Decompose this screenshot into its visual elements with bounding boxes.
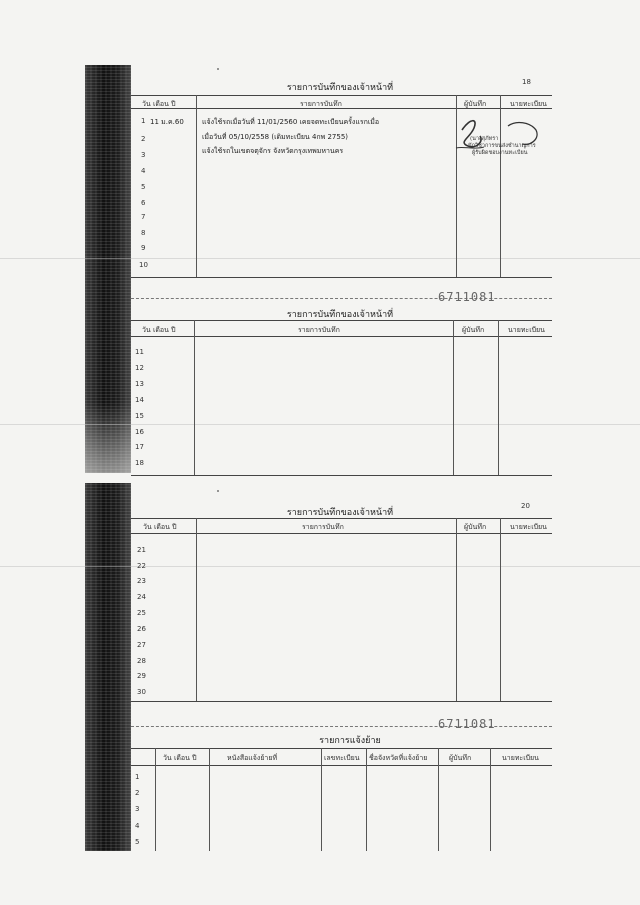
header-registrar: นายทะเบียน [502, 754, 539, 762]
section-title: รายการบันทึกของเจ้าหน้าที่ [286, 508, 394, 518]
scan-line [0, 258, 640, 259]
column-divider [498, 320, 499, 475]
row-number: 18 [135, 459, 144, 467]
row-number: 25 [137, 609, 146, 617]
section-title: รายการแจ้งย้าย [319, 736, 381, 746]
row-number: 6 [141, 199, 146, 207]
row-number: 14 [135, 396, 144, 404]
row-number: 13 [135, 380, 144, 388]
column-divider [366, 748, 367, 851]
section-title: รายการบันทึกของเจ้าหน้าที่ [286, 310, 394, 320]
row-number: 9 [141, 244, 146, 252]
header-recorder: ผู้บันทึก [462, 326, 485, 334]
column-divider [196, 95, 197, 277]
column-divider [453, 320, 454, 475]
row-number: 3 [135, 805, 140, 813]
stamp-text: นักวิชาการขนส่งชำนาญการ [468, 143, 536, 149]
header-registrar: นายทะเบียน [510, 523, 547, 531]
row-number: 27 [137, 641, 146, 649]
column-divider [209, 748, 210, 851]
scan-speck [217, 490, 219, 492]
header-reg-no: เลขทะเบียน [324, 754, 360, 762]
column-divider [321, 748, 322, 851]
serial-number: 6711081 [438, 290, 496, 304]
header-recorder: ผู้บันทึก [464, 523, 487, 531]
column-divider [438, 748, 439, 851]
scan-line [0, 424, 640, 425]
header-registrar: นายทะเบียน [508, 326, 545, 334]
scan-speck [217, 68, 219, 70]
header-date: วัน เดือน ปี [163, 754, 197, 762]
table-bottom-rule [131, 475, 552, 476]
row-number: 5 [135, 838, 140, 846]
header-recorder: ผู้บันทึก [449, 754, 472, 762]
header-date: วัน เดือน ปี [142, 326, 176, 334]
table-top-rule [131, 518, 552, 519]
row-number: 22 [137, 562, 146, 570]
row-number: 26 [137, 625, 146, 633]
header-record: รายการบันทึก [302, 523, 344, 531]
page-number: 20 [521, 502, 530, 510]
table-header-rule [131, 765, 552, 766]
table-header-rule [131, 533, 552, 534]
table-bottom-rule [131, 701, 552, 702]
scan-shadow-bar-bottom [85, 483, 131, 851]
row-number: 30 [137, 688, 146, 696]
row-number: 24 [137, 593, 146, 601]
row-number: 8 [141, 229, 146, 237]
page-number: 18 [522, 78, 531, 86]
row-number: 1 [141, 117, 146, 125]
header-date: วัน เดือน ปี [143, 523, 177, 531]
column-divider [196, 518, 197, 701]
header-province: ชื่อจังหวัดที่แจ้งย้าย [369, 754, 428, 762]
scan-line [0, 566, 640, 567]
header-date: วัน เดือน ปี [142, 100, 176, 108]
header-record: รายการบันทึก [298, 326, 340, 334]
row-number: 23 [137, 577, 146, 585]
row-number: 4 [135, 822, 140, 830]
row-number: 17 [135, 443, 144, 451]
row-number: 28 [137, 657, 146, 665]
header-notice: หนังสือแจ้งย้ายที่ [227, 754, 278, 762]
row-number: 7 [141, 213, 146, 221]
row-number: 12 [135, 364, 144, 372]
row-number: 29 [137, 672, 146, 680]
column-divider [490, 748, 491, 851]
table-bottom-rule [131, 277, 552, 278]
row-number: 2 [141, 135, 146, 143]
entry-date: 11 ม.ค.60 [150, 118, 184, 126]
serial-number: 6711081 [438, 717, 496, 731]
row-number: 5 [141, 183, 146, 191]
entry-line: แจ้งใช้รถเมื่อวันที่ 11/01/2560 เคยจดทะเบียนครั้งแรกเมื่อ [202, 118, 380, 126]
column-divider [456, 518, 457, 701]
stamp-text: (นางสุภัทรา [470, 136, 499, 142]
row-number: 4 [141, 167, 146, 175]
scan-shadow-bar-top [85, 65, 131, 473]
header-registrar: นายทะเบียน [510, 100, 547, 108]
entry-line: เมื่อวันที่ 05/10/2558 (เดิมทะเบียน 4กพ 2755) [202, 133, 349, 141]
section-title: รายการบันทึกของเจ้าหน้าที่ [286, 83, 394, 93]
column-divider [155, 748, 156, 851]
entry-line: แจ้งใช้รถในเขตจตุจักร จังหวัดกรุงเทพมหานคร [202, 147, 344, 155]
row-number: 21 [137, 546, 146, 554]
table-top-rule [131, 748, 552, 749]
row-number: 15 [135, 412, 144, 420]
header-recorder: ผู้บันทึก [464, 100, 487, 108]
row-number: 2 [135, 789, 140, 797]
row-number: 1 [135, 773, 140, 781]
column-divider [194, 320, 195, 475]
row-number: 3 [141, 151, 146, 159]
header-record: รายการบันทึก [300, 100, 342, 108]
table-top-rule [131, 95, 552, 96]
column-divider [500, 518, 501, 701]
row-number: 10 [139, 261, 148, 269]
row-number: 11 [135, 348, 144, 356]
stamp-text: ผู้รับผิดชอบงานทะเบียน [472, 150, 528, 156]
row-number: 16 [135, 428, 144, 436]
